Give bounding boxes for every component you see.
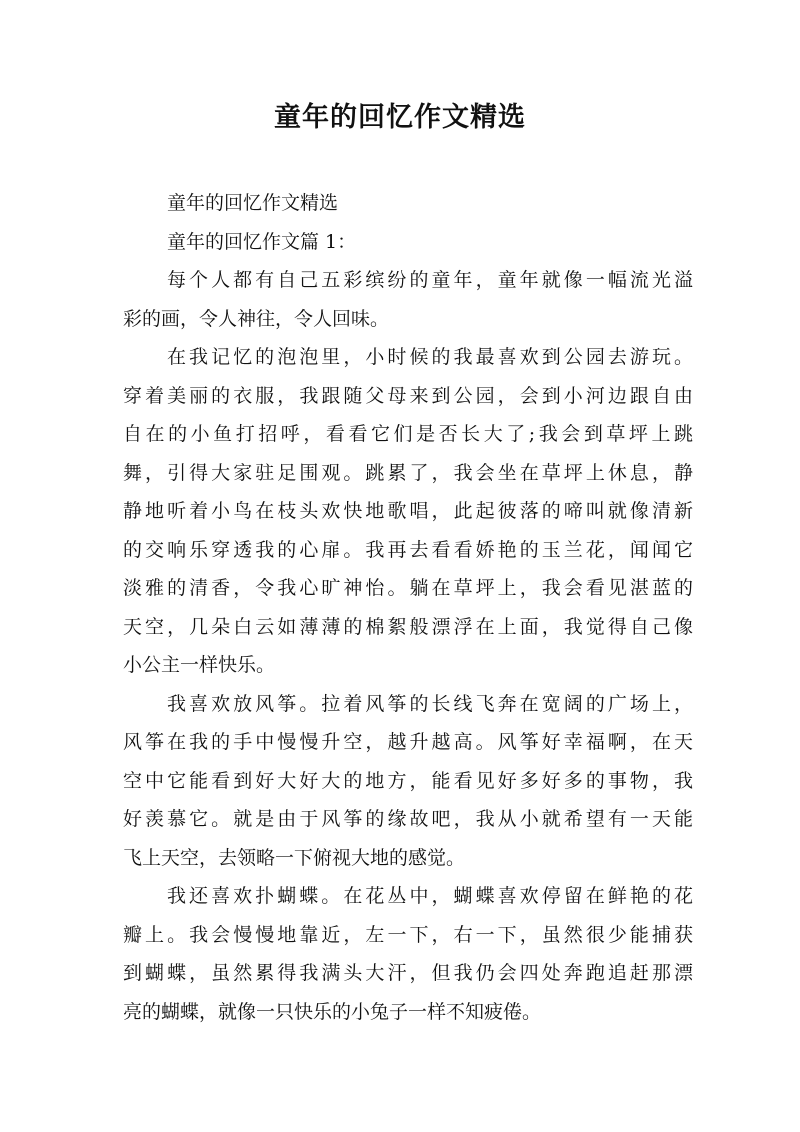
- subtitle-line: 童年的回忆作文精选: [167, 192, 339, 214]
- paragraph-line: 自在的小鱼打招呼，看看它们是否长大了;我会到草坪上跳: [123, 423, 693, 445]
- paragraph-line: 静地听着小鸟在枝头欢快地歌唱，此起彼落的啼叫就像清新: [123, 500, 693, 522]
- paragraph-line: 彩的画，令人神往，令人回味。: [123, 307, 390, 330]
- paragraph-line: 每个人都有自己五彩缤纷的童年，童年就像一幅流光溢: [167, 269, 693, 291]
- paragraph-line: 穿着美丽的衣服，我跟随父母来到公园，会到小河边跟自由: [123, 384, 693, 407]
- paragraph-line: 瓣上。我会慢慢地靠近，左一下，右一下，虽然很少能捕获: [123, 923, 693, 946]
- paragraph-line: 空中它能看到好大好大的地方，能看见好多好多的事物，我: [123, 769, 693, 792]
- paragraph-line: 小公主一样快乐。: [123, 654, 276, 676]
- paragraph-line: 风筝在我的手中慢慢升空，越升越高。风筝好幸福啊，在天: [123, 731, 693, 753]
- paragraph-line: 飞上天空，去领略一下俯视大地的感觉。: [123, 846, 466, 869]
- paragraph-line: 到蝴蝶，虽然累得我满头大汗，但我仍会四处奔跑追赶那漂: [123, 962, 693, 984]
- document-body: [123, 184, 693, 1031]
- paragraph-line: 好羡慕它。就是由于风筝的缘故吧，我从小就希望有一天能: [123, 808, 693, 830]
- paragraph-line: 的交响乐穿透我的心扉。我再去看看娇艳的玉兰花，闻闻它: [123, 538, 693, 561]
- document-title: 童年的回忆作文精选: [274, 102, 526, 133]
- paragraph-line: 天空，几朵白云如薄薄的棉絮般漂浮在上面，我觉得自己像: [123, 615, 693, 638]
- paragraph-line: 我喜欢放风筝。拉着风筝的长线飞奔在宽阔的广场上，: [167, 692, 693, 715]
- paragraph-line: 我还喜欢扑蝴蝶。在花丛中，蝴蝶喜欢停留在鲜艳的花: [167, 885, 693, 907]
- paragraph-line: 在我记忆的泡泡里，小时候的我最喜欢到公园去游玩。: [167, 346, 693, 368]
- paragraph-line: 淡雅的清香，令我心旷神怡。躺在草坪上，我会看见湛蓝的: [123, 577, 693, 599]
- section-heading: 童年的回忆作文篇 1：: [167, 230, 357, 253]
- paragraph-line: 舞，引得大家驻足围观。跳累了，我会坐在草坪上休息，静: [123, 461, 693, 484]
- paragraph-line: 亮的蝴蝶，就像一只快乐的小兔子一样不知疲倦。: [123, 1000, 542, 1023]
